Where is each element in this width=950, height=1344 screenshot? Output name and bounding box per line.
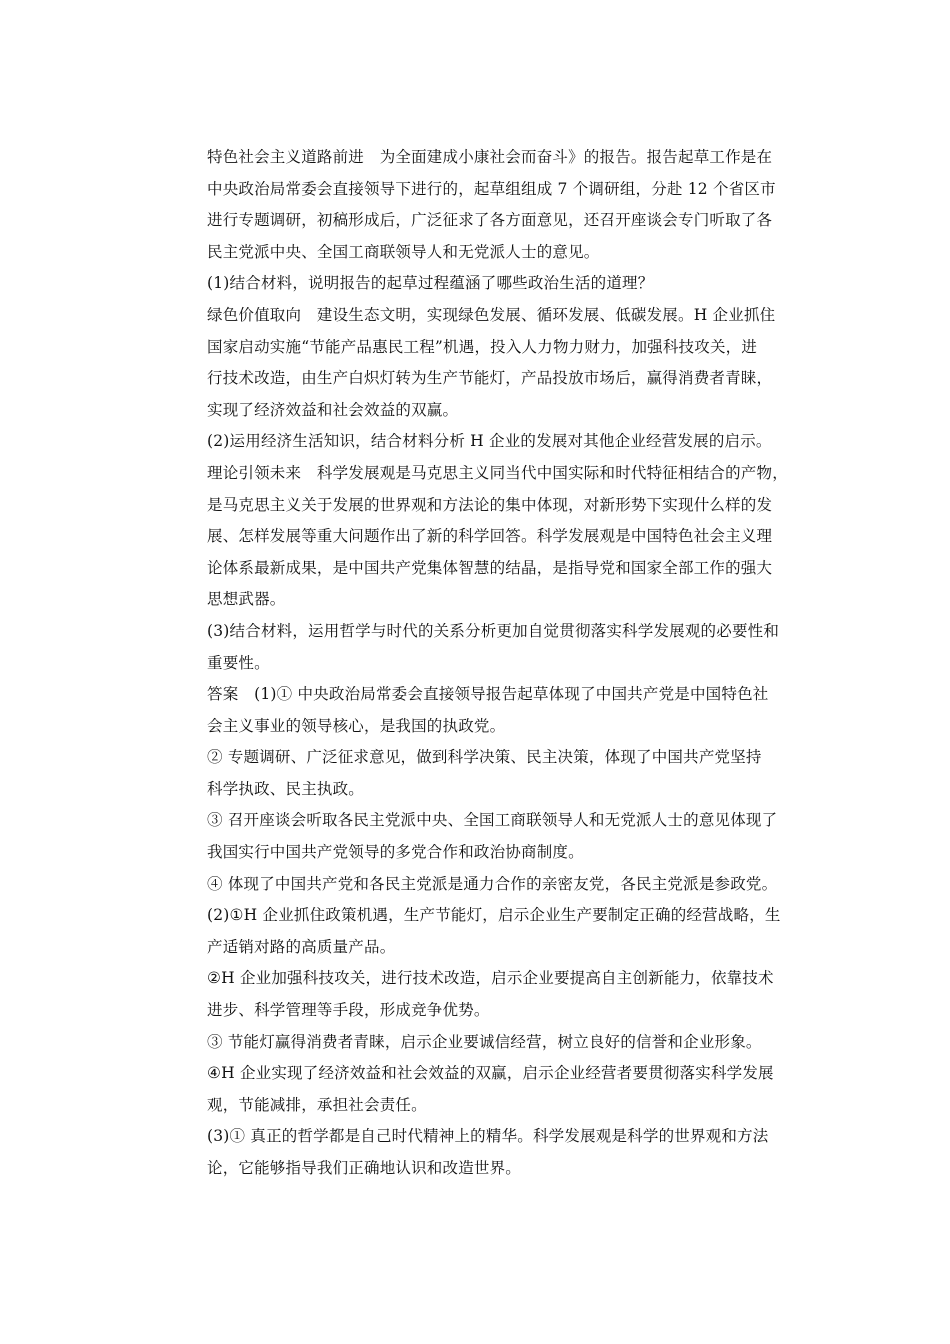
- text-line: 民主党派中央、全国工商联领导人和无党派人士的意见。: [207, 242, 600, 261]
- document-body: [207, 142, 817, 1185]
- text-line: 行技术改造，由生产白炽灯转为生产节能灯，产品投放市场后，赢得消费者青睐，: [207, 369, 773, 388]
- text-line: 展、怎样发展等重大问题作出了新的科学回答。科学发展观是中国特色社会主义理: [207, 527, 773, 546]
- text-line: 进行专题调研，初稿形成后，广泛征求了各方面意见，还召开座谈会专门听取了各: [207, 211, 773, 230]
- question-3: 重要性。: [207, 653, 270, 672]
- text-line: 论体系最新成果，是中国共产党集体智慧的结晶，是指导党和国家全部工作的强大: [207, 558, 773, 577]
- text-line: 理论引领未来 科学发展观是马克思主义同当代中国实际和时代特征相结合的产物，: [207, 463, 788, 482]
- answer-line: ③ 召开座谈会听取各民主党派中央、全国工商联领导人和无党派人士的意见体现了: [207, 811, 778, 830]
- text-line: 国家启动实施“节能产品惠民工程”机遇，投入人力物力财力，加强科技攻关，进: [207, 337, 758, 356]
- answer-line: 答案 (1)① 中央政治局常委会直接领导报告起草体现了中国共产党是中国特色社: [207, 685, 769, 704]
- answer-line: (3)① 真正的哲学都是自己时代精神上的精华。科学发展观是科学的世界观和方法: [207, 1127, 769, 1146]
- text-line: 绿色价值取向 建设生态文明，实现绿色发展、循环发展、低碳发展。H 企业抓住: [207, 305, 776, 324]
- answer-line: 观，节能减排，承担社会责任。: [207, 1095, 427, 1114]
- answer-line: 会主义事业的领导核心，是我国的执政党。: [207, 716, 506, 735]
- question-3: (3)结合材料，运用哲学与时代的关系分析更加自觉贯彻落实科学发展观的必要性和: [207, 621, 780, 640]
- question-2: (2)运用经济生活知识，结合材料分析 H 企业的发展对其他企业经营发展的启示。: [207, 432, 772, 451]
- text-line: 是马克思主义关于发展的世界观和方法论的集中体现，对新形势下实现什么样的发: [207, 495, 773, 514]
- answer-line: 我国实行中国共产党领导的多党合作和政治协商制度。: [207, 843, 584, 862]
- answer-line: ②H 企业加强科技攻关，进行技术改造，启示企业要提高自主创新能力，依靠技术: [207, 969, 774, 988]
- question-1: (1)结合材料，说明报告的起草过程蕴涵了哪些政治生活的道理？: [207, 274, 654, 293]
- answer-line: ④H 企业实现了经济效益和社会效益的双赢，启示企业经营者要贯彻落实科学发展: [207, 1064, 774, 1083]
- answer-line: (2)①H 企业抓住政策机遇，生产节能灯，启示企业生产要制定正确的经营战略，生: [207, 906, 781, 925]
- answer-line: 产适销对路的高质量产品。: [207, 937, 396, 956]
- answer-line: ② 专题调研、广泛征求意见，做到科学决策、民主决策，体现了中国共产党坚持: [207, 748, 762, 767]
- answer-line: ③ 节能灯赢得消费者青睐，启示企业要诚信经营，树立良好的信誉和企业形象。: [207, 1032, 762, 1051]
- text-line: 实现了经济效益和社会效益的双赢。: [207, 400, 459, 419]
- answer-line: 进步、科学管理等手段，形成竞争优势。: [207, 1001, 490, 1020]
- text-line: 思想武器。: [207, 590, 286, 609]
- answer-line: ④ 体现了中国共产党和各民主党派是通力合作的亲密友党，各民主党派是参政党。: [207, 874, 778, 893]
- text-line: 中央政治局常委会直接领导下进行的，起草组组成 7 个调研组，分赴 12 个省区市: [207, 179, 776, 198]
- answer-line: 科学执政、民主执政。: [207, 779, 365, 798]
- answer-line: 论，它能够指导我们正确地认识和改造世界。: [207, 1159, 522, 1177]
- text-line: 特色社会主义道路前进 为全面建成小康社会而奋斗》的报告。报告起草工作是在: [207, 148, 773, 166]
